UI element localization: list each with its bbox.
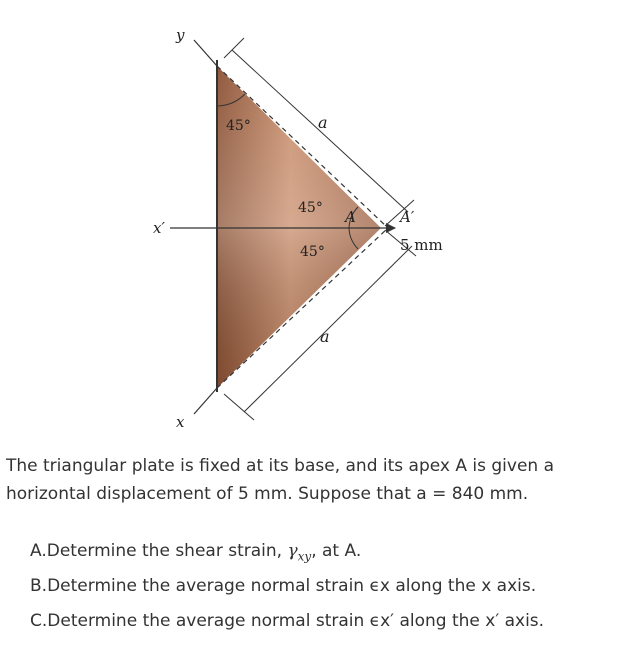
displacement-label: 5 mm [400, 236, 443, 254]
question-a [30, 538, 620, 573]
plate-shading [217, 66, 381, 388]
side-a-lower-label: a [320, 327, 330, 346]
question-a-text: Determine the shear strain, [46, 541, 288, 561]
question-c-letter: C. [30, 611, 48, 631]
question-list [30, 538, 620, 643]
y-axis-label: y [176, 26, 185, 44]
question-b-text: Determine the average normal strain ϵx along the x axis. [47, 576, 537, 596]
apex-point-label: A [345, 208, 356, 226]
apex-upper-angle-label: 45° [298, 200, 323, 216]
question-b [30, 573, 620, 608]
extension-line-upper-top [224, 38, 244, 58]
top-angle-label: 45° [226, 118, 251, 134]
displacement-arrowhead [386, 223, 396, 233]
x-axis-label: x [176, 413, 185, 431]
x-prime-axis-label: x′ [153, 219, 165, 237]
displaced-point-label: A′ [400, 208, 415, 226]
question-a-letter: A. [30, 541, 47, 561]
question-c [30, 608, 620, 643]
shear-strain-symbol: $\gamma_{xy}$ [287, 541, 312, 564]
apex-lower-angle-label: 45° [300, 244, 325, 260]
y-axis-line [194, 40, 217, 66]
question-c-text: Determine the average normal strain ϵx′ along the x′ axis. [47, 611, 545, 631]
x-axis-line [194, 388, 217, 414]
side-a-upper-label: a [318, 113, 328, 132]
question-a-text-end: , at A. [311, 541, 362, 561]
question-b-letter: B. [30, 576, 48, 596]
problem-statement: The triangular plate is fixed at its base, and its apex A is given a horizontal displacement of 5 mm. Suppose that a = 840 mm. [6, 456, 555, 504]
